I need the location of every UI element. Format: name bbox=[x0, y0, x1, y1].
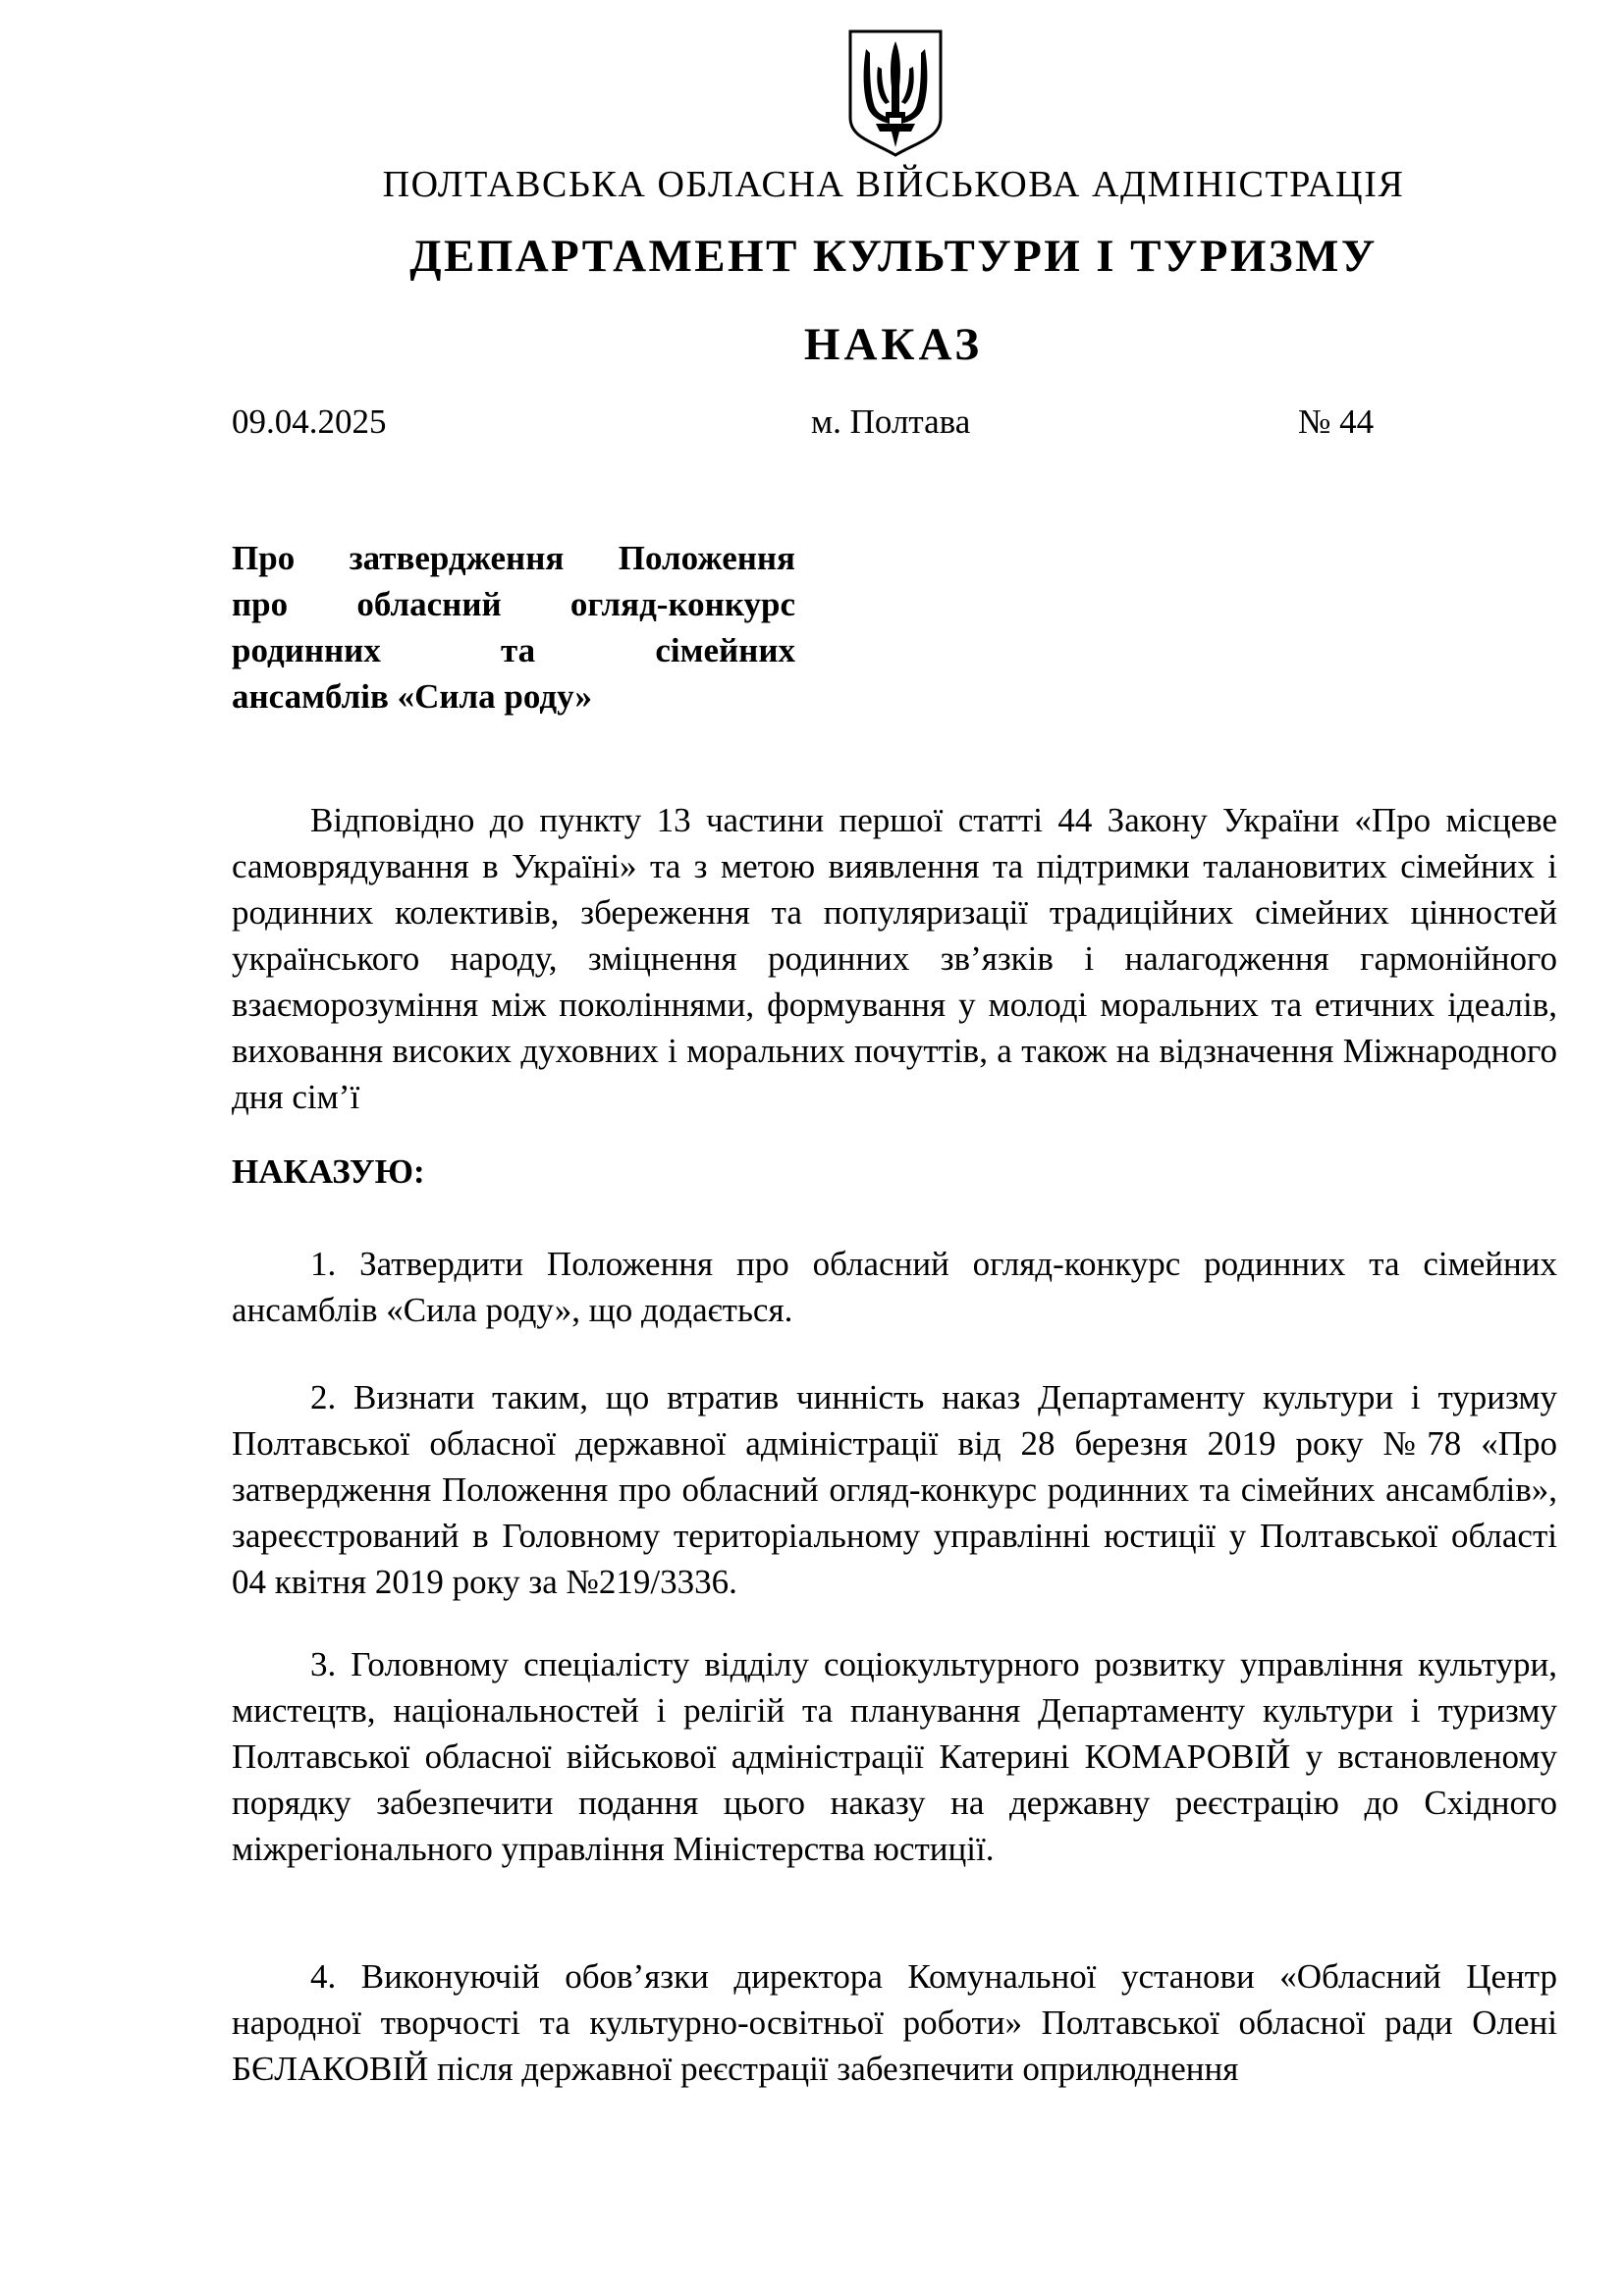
document-title bbox=[232, 535, 795, 720]
title-line: ансамблів «Сила роду» bbox=[232, 677, 592, 716]
order-item-1 bbox=[232, 1241, 1557, 1333]
title-line: Про затвердження Положення bbox=[232, 539, 795, 577]
order-item-4 bbox=[232, 1953, 1557, 2092]
order-item-2 bbox=[232, 1374, 1557, 1605]
order-item-text: 1. Затвердити Положення про обласний огляд-конкурс родинних та сімейних ансамблів «Сила роду», що додається. bbox=[232, 1245, 1557, 1329]
order-item-text: 4. Виконуючій обов’язки директора Комунальної установи «Обласний Центр народної творчості та культурно-освітньої роботи» Полтавської обласної ради Олені БЄЛАКОВІЙ після державної реєстрації забезпечити оприлюднення bbox=[232, 1957, 1557, 2088]
order-item-text: 3. Головному спеціалісту відділу соціокультурного розвитку управління культури, мистецтв, національностей і релігій та планування Департаменту культури і туризму Полтавської обласної військової адміністрації Катерині КОМАРОВІЙ у встановленому порядку забезпечити подання цього наказу на державну реєстрацію до Східного міжрегіонального управління Міністерства юстиції. bbox=[232, 1645, 1557, 1868]
preamble-paragraph bbox=[232, 797, 1557, 1120]
preamble-text: Відповідно до пункту 13 частини першої статті 44 Закону України «Про місцеве самоврядування в Україні» та з метою виявлення та підтримки талановитих сімейних і родинних колективів, збереження та популяризації традиційних сімейних цінностей українського народу, зміцнення родинних зв’язків і налагодження гармонійного взаєморозуміння між поколіннями, формування у молоді моральних та етичних ідеалів, виховання високих духовних і моральних почуттів, а також на відзначення Міжнародного дня сім’ї bbox=[232, 801, 1557, 1116]
department-name: ДЕПАРТАМЕНТ КУЛЬТУРИ І ТУРИЗМУ bbox=[409, 231, 1378, 282]
document-type: НАКАЗ bbox=[803, 319, 984, 370]
title-line: про обласний огляд-конкурс bbox=[232, 585, 795, 623]
organization-name: ПОЛТАВСЬКА ОБЛАСНА ВІЙСЬКОВА АДМІНІСТРАЦІЯ bbox=[382, 164, 1405, 205]
document-number: № 44 bbox=[1298, 402, 1375, 441]
order-heading: НАКАЗУЮ: bbox=[232, 1152, 425, 1191]
trident-emblem-icon bbox=[846, 27, 945, 159]
order-item-3 bbox=[232, 1641, 1557, 1872]
document-city: м. Полтава bbox=[811, 402, 971, 441]
title-line: родинних та сімейних bbox=[232, 631, 795, 669]
order-item-text: 2. Визнати таким, що втратив чинність наказ Департаменту культури і туризму Полтавської обласної державної адміністрації від 28 березня 2019 року №78 «Про затвердження Положення про обласний огляд-конкурс родинних та сімейних ансамблів», зареєстрований в Головному територіальному управлінні юстиції у Полтавської області 04 квітня 2019 року за №219/3336. bbox=[232, 1378, 1557, 1601]
document-date: 09.04.2025 bbox=[232, 402, 387, 441]
